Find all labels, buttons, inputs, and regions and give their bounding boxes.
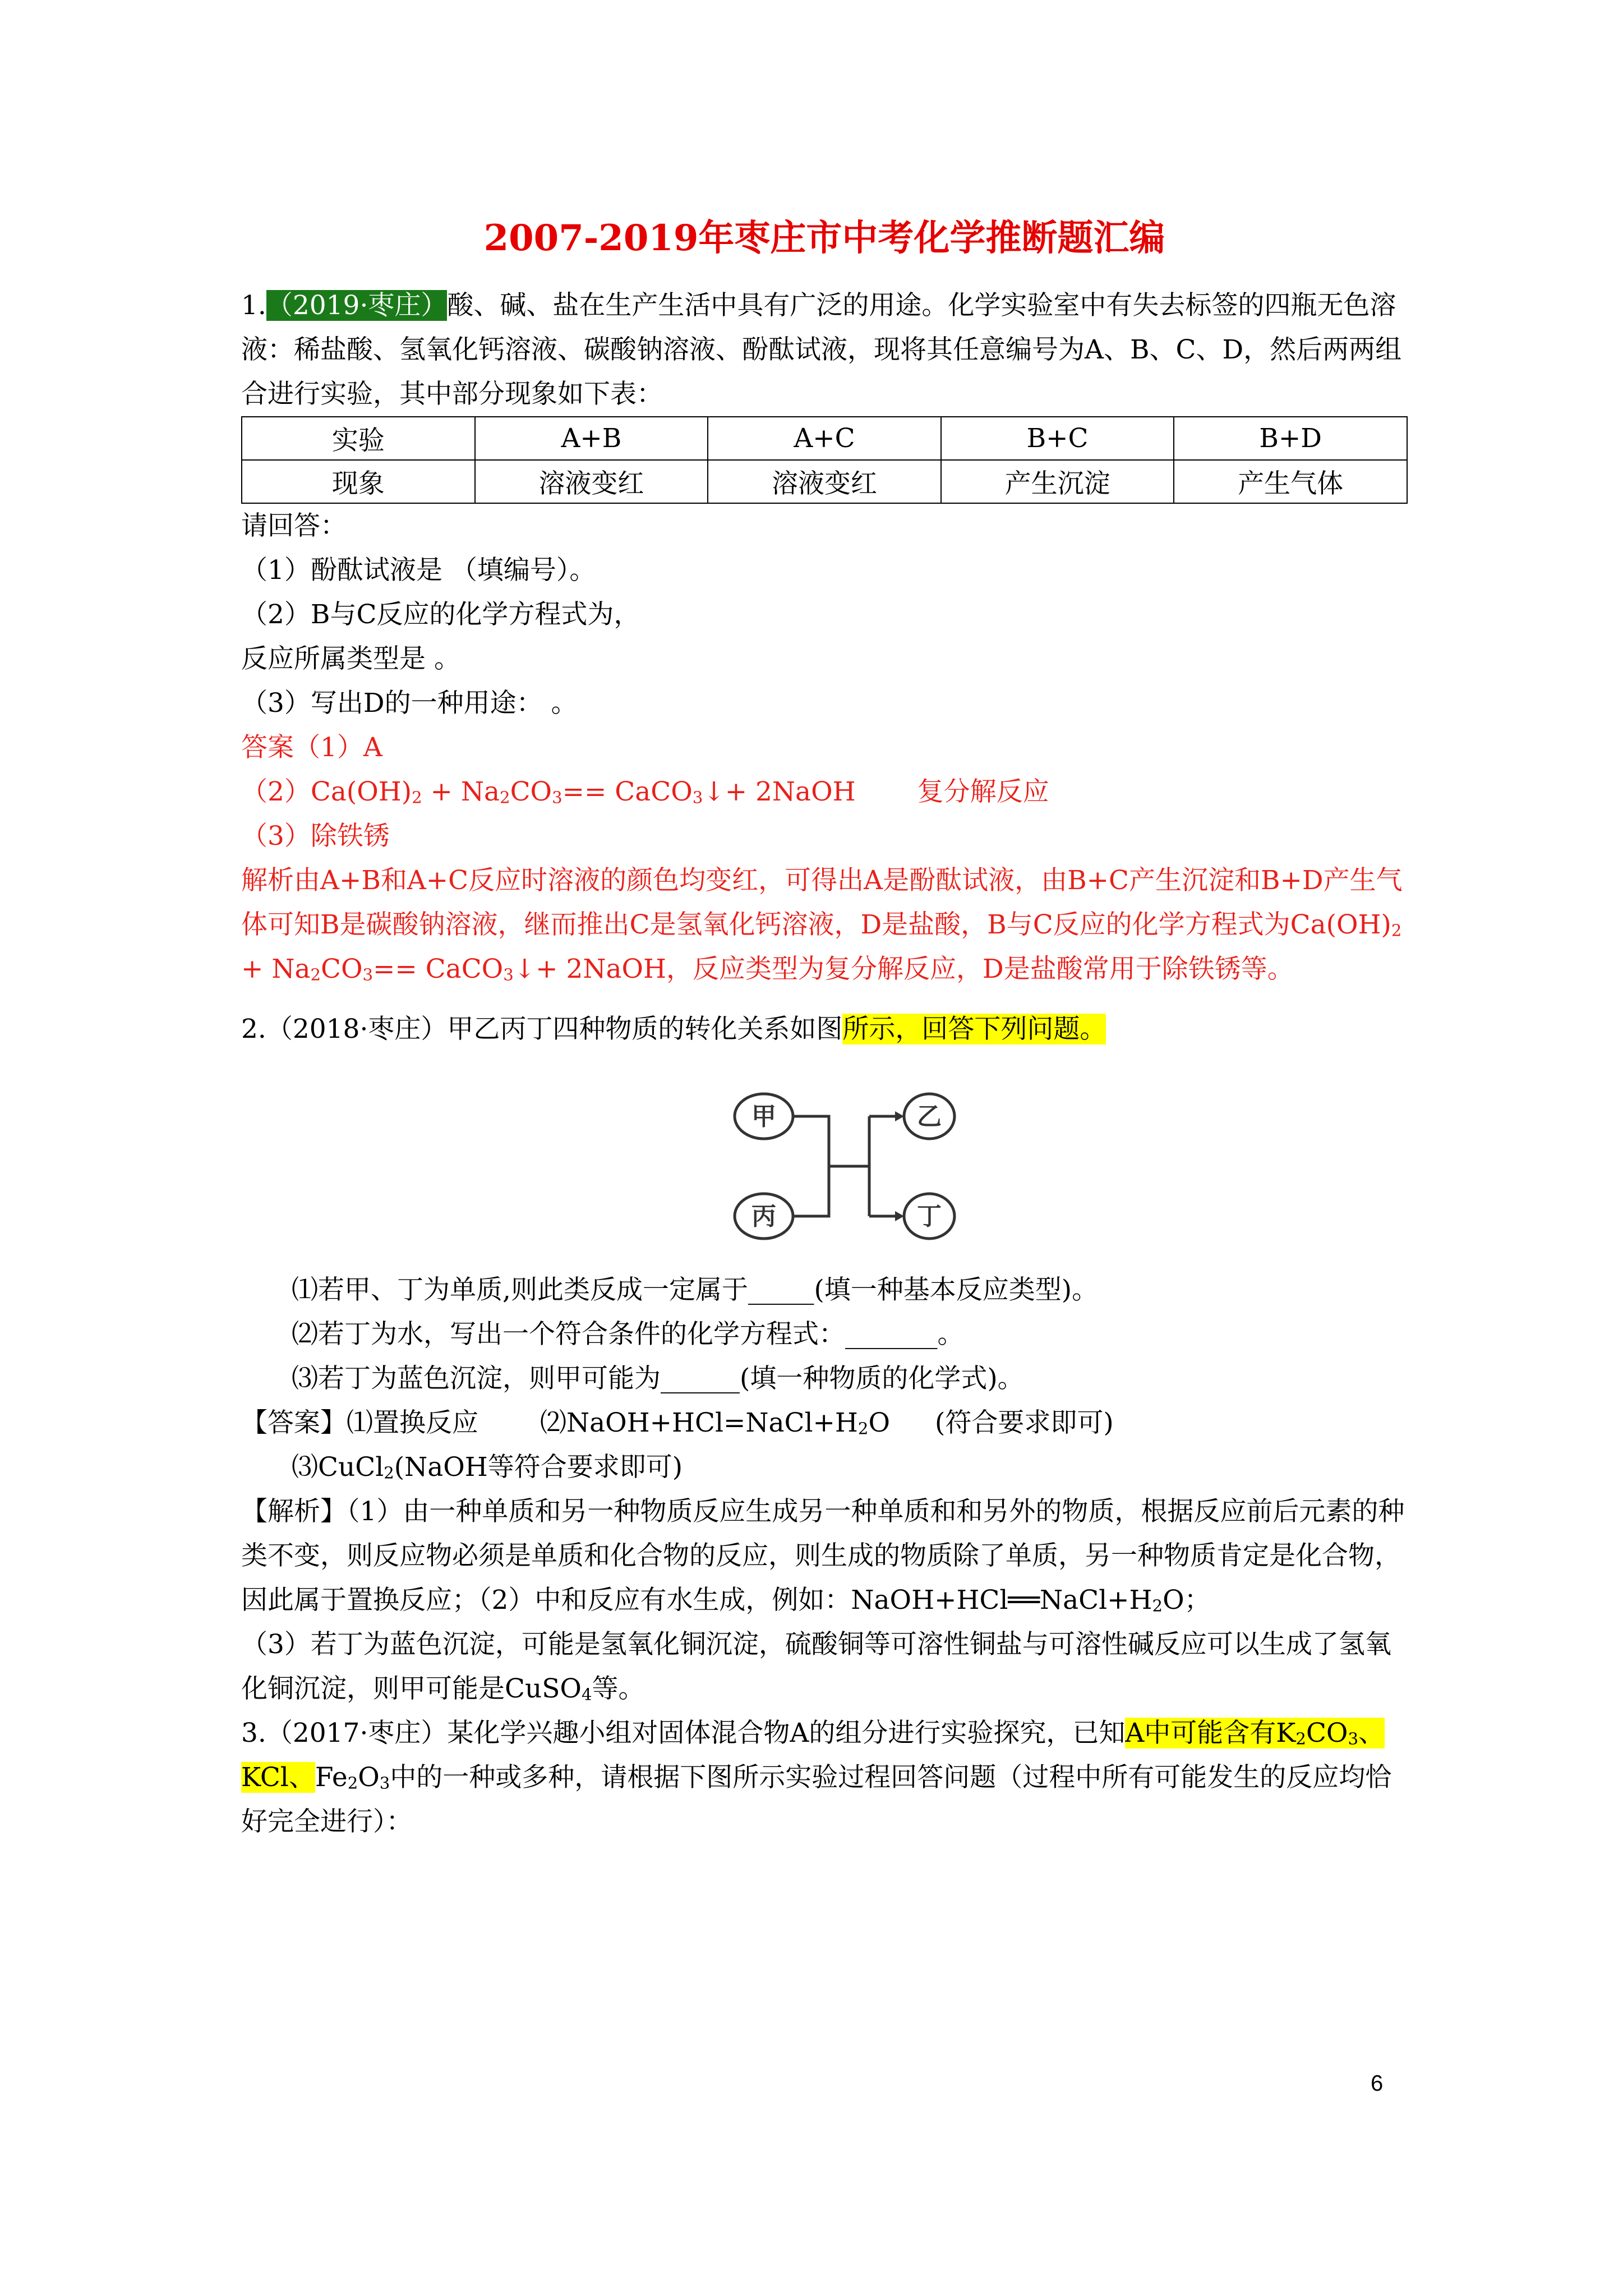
q3-part: 中的一种或多种，请根据下图所示实验过程回答问题（过程中所有可能发生的反应均恰好完全进行）： [241,1762,1392,1837]
eq-sub: 3 [503,965,514,984]
eq-sub: 2 [1391,921,1402,940]
table-cell: 产生沉淀 [941,460,1174,503]
q2-sub1: ⑴若甲、丁为单质,则此类反成一定属于_____(填一种基本反应类型)。 [292,1274,1099,1305]
eq-sub: 2 [384,1463,394,1483]
q1-answer-3: （3）除铁锈 [241,821,390,852]
eq-part: ↓+ 2NaOH [703,776,856,807]
node-bing-label: 丙 [751,1202,776,1231]
q2-lead-text: 2.（2018·枣庄）甲乙丙丁四种物质的转化关系如图 [241,1014,843,1045]
node-jia-label: 甲 [751,1102,776,1131]
q2-lead-highlight: 所示，回答下列问题。 [842,1014,1106,1045]
table-cell: B+D [1174,417,1407,460]
hl-part: 、KCl、 [241,1718,1385,1793]
answer-label: 【答案】 [241,1407,347,1438]
arrowhead-yi [895,1111,904,1121]
q1-answer-1: 答案（1）A [241,732,382,763]
q1-intro [241,283,1408,416]
analysis-part: CO [321,954,363,984]
eq-part: CO [510,776,552,807]
eq-sub: 3 [379,1773,390,1793]
analysis-label: 【解析】 [241,1496,347,1527]
q1-sub1: （1）酚酞试液是 （填编号）。 [241,555,596,586]
eq-sub: 2 [347,1773,358,1793]
table-cell: 溶液变红 [475,460,708,503]
reaction-type: 复分解反应 [917,776,1049,807]
node-yi-label: 乙 [917,1102,942,1131]
table-cell: A+B [475,417,708,460]
q2-answer-note: (符合要求即可) [935,1407,1114,1438]
table-cell: A+C [708,417,941,460]
q3-part: Fe [315,1762,348,1793]
table-cell: 实验 [242,417,475,460]
eq-sub: 2 [1152,1596,1163,1616]
q1-source-tag: （2019·枣庄） [266,290,448,321]
q2-sub3: ⑶若丁为蓝色沉淀，则甲可能为______(填一种物质的化学式)。 [292,1363,1024,1394]
eq-sub: 4 [581,1685,592,1704]
q1-sub3: （3）写出D的一种用途： 。 [241,688,578,719]
eq-part: ⑵NaOH+HCl=NaCl+H [540,1407,858,1438]
analysis-part: + Na [241,954,311,984]
page-number: 6 [1371,2071,1384,2096]
q2-answer [241,1401,1408,1445]
q1-sub2b: 反应所属类型是 。 [241,643,460,674]
q2-analysis-2 [241,1622,1408,1711]
q3-lead: 3.（2017·枣庄）某化学兴趣小组对固体混合物A的组分进行实验探究，已知 [241,1718,1126,1749]
q2-analysis-1 [241,1489,1408,1622]
q1-ask: 请回答： [241,510,347,541]
node-ding-label: 丁 [917,1202,942,1231]
q2-answer-3 [241,1445,1408,1489]
eq-sub: 2 [1295,1729,1306,1749]
q3-part: O [358,1762,380,1793]
table-cell: 现象 [242,460,475,503]
eq-part: (NaOH等符合要求即可) [394,1452,683,1483]
question-1 [241,283,1408,991]
eq-sub: 3 [362,965,374,984]
eq-sub: 2 [310,965,321,984]
analysis-part: （1）由一种单质和另一种物质反应生成另一种单质和和另外的物质，根据反应前后元素的种类不变，则反应物必须是单质和化合物的反应，则生成的物质除了单质，另一种物质肯定是化合物，因此属于置换反应；（2）中和反应有水生成，例如：NaOH+HCl══NaCl+H [241,1496,1405,1616]
analysis-part: （3）若丁为蓝色沉淀，可能是氢氧化铜沉淀，硫酸铜等可溶性铜盐与可溶性碱反应可以生成了氢氧化铜沉淀，则甲可能是CuSO [241,1629,1391,1704]
q2-sub2: ⑵若丁为水，写出一个符合条件的化学方程式：_______。 [292,1319,964,1350]
eq-part: （2）Ca(OH) [241,776,412,807]
eq-sub: 2 [500,788,510,807]
eq-sub: 3 [692,788,703,807]
table-cell: 溶液变红 [708,460,941,503]
eq-part: O [868,1407,890,1438]
eq-sub: 2 [412,788,422,807]
analysis-part: 解析由A+B和A+C反应时溶液的颜色均变红，可得出A是酚酞试液，由B+C产生沉淀和B+D产生气体可知B是碳酸钠溶液，继而推出C是氢氧化钙溶液，D是盐酸，B与C反应的化学方程式为Ca(OH) [241,865,1403,940]
q1-sub2: （2）B与C反应的化学方程式为， [241,599,640,630]
page-title: 2007-2019年枣庄市中考化学推断题汇编 [483,217,1165,259]
question-3 [241,1711,1408,1844]
analysis-part: ↓+ 2NaOH，反应类型为复分解反应，D是盐酸常用于除铁锈等。 [513,954,1294,984]
eq-sub: 2 [857,1419,869,1438]
eq-part: + Na [422,776,500,807]
table-cell: 产生气体 [1174,460,1407,503]
transformation-diagram [729,1080,965,1248]
q1-answer-2 [241,770,1408,814]
table-row [242,460,1407,503]
question-2-body [241,1268,1408,1844]
arrowhead-ding [895,1211,904,1221]
hl-part: A中可能含有K [1125,1718,1296,1749]
analysis-part: == CaCO [373,954,504,984]
question-2 [241,1007,1408,1051]
experiment-table [241,416,1408,504]
table-cell: B+C [941,417,1174,460]
eq-sub: 3 [552,788,562,807]
q1-analysis [241,858,1408,991]
eq-part: ⑶CuCl [292,1452,384,1483]
eq-sub: 3 [1348,1729,1358,1749]
q1-number: 1. [241,290,266,321]
table-row [242,417,1407,460]
analysis-part: O； [1163,1585,1211,1616]
analysis-part: 等。 [592,1673,645,1704]
connector-left [793,1116,829,1216]
q2-answer-1: ⑴置换反应 [347,1407,478,1438]
eq-part: == CaCO [562,776,693,807]
q1-intro-text: 酸、碱、盐在生产生活中具有广泛的用途。化学实验室中有失去标签的四瓶无色溶液：稀盐酸、氢氧化钙溶液、碳酸钠溶液、酚酞试液，现将其任意编号为A、B、C、D，然后两两组合进行实验，其中部分现象如下表： [241,290,1402,409]
q2-lead [241,1007,1408,1051]
hl-part: CO [1306,1718,1348,1749]
